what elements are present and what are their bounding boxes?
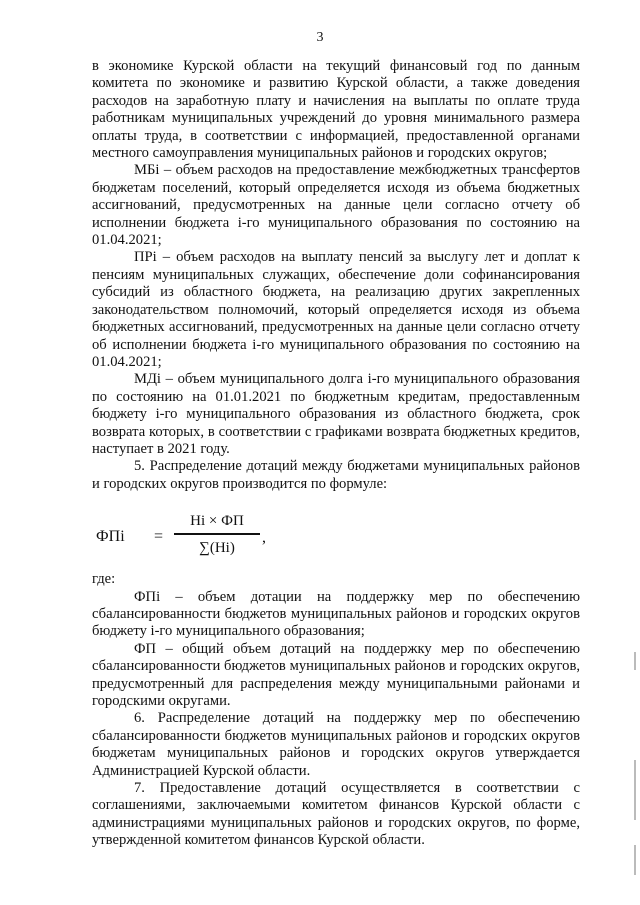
paragraph-item-6: 6. Распределение дотаций на поддержку мер по обеспечению сбалансированности бюджетов муниципальных районов и городских округов бюджетам муниципальных районов и городских округов утверждается Администрацией Курской области. — [92, 710, 580, 779]
document-body — [92, 58, 580, 850]
paragraph-fpi-definition: ФПi – объем дотации на поддержку мер по обеспечению сбалансированности бюджетов муниципальных районов и городских округов бюджету i-го муниципального образования; — [92, 588, 580, 640]
paragraph-item-5: 5. Распределение дотаций между бюджетами муниципальных районов и городских округов производится по формуле: — [92, 458, 580, 492]
paragraph-continuation: в экономике Курской области на текущий финансовый год по данным комитета по экономике и развитию Курской области, а также доведения расходов на заработную плату и начисления на выплаты по оплате труда работникам муниципальных учреждений до уровня минимального размера оплаты труда, в соответствии с информацией, предоставленной органами местного самоуправления муниципальных районов и городских округов; — [92, 58, 580, 162]
page-number: 3 — [316, 30, 324, 45]
paragraph-md-definition: МДi – объем муниципального долга i-го муниципального образования по состоянию на 01.01.2021 по бюджетным кредитам, предоставленным бюджету i-го муниципального образования из областного бюджета, срок возврата которых, в соответствии с графиками возврата бюджетных кредитов, наступает в 2021 году. — [92, 371, 580, 457]
formula-lhs: ФПi — [96, 528, 125, 546]
paragraph-mb-definition: МБi – объем расходов на предоставление межбюджетных трансфертов бюджетам поселений, который определяется исходя из объема бюджетных ассигнований, предусмотренных на данные цели согласно отчету об исполнении бюджета i-го муниципального образования по состоянию на 01.04.2021; — [92, 162, 580, 249]
paragraph-pr-definition: ПРi – объем расходов на выплату пенсий за выслугу лет и доплат к пенсиям муниципальных служащих, обеспечение доли софинансирования субсидий из областного бюджета, на реализацию других закрепленных законодательством полномочий, который определяется исходя из объема бюджетных ассигнований, предусмотренных на данные цели согласно отчету об исполнении бюджета i-го муниципального образования по состоянию на 01.04.2021; — [92, 249, 580, 370]
formula-denominator: ∑(Нi) — [199, 539, 235, 556]
fraction-bar — [174, 533, 260, 534]
scan-margin-mark — [634, 760, 636, 820]
distribution-formula — [92, 511, 580, 567]
formula-comma: , — [262, 529, 266, 547]
formula-fraction — [174, 511, 260, 558]
scan-margin-mark — [634, 652, 636, 670]
scan-margin-mark — [634, 845, 636, 875]
formula-equals: = — [154, 528, 164, 546]
where-label: где: — [92, 571, 116, 588]
paragraph-fp-definition: ФП – общий объем дотаций на поддержку мер по обеспечению сбалансированности бюджетов муниципальных районов и городских округов, предусмотренный для распределения между муниципальными районами и городскими округами. — [92, 640, 580, 709]
paragraph-item-7: 7. Предоставление дотаций осуществляется в соответствии с соглашениями, заключаемыми комитетом финансов Курской области с администрациями муниципальных районов и городских округов, по форме, утвержденной комитетом финансов Курской области. — [92, 780, 580, 849]
formula-numerator: Нi × ФП — [190, 513, 244, 530]
